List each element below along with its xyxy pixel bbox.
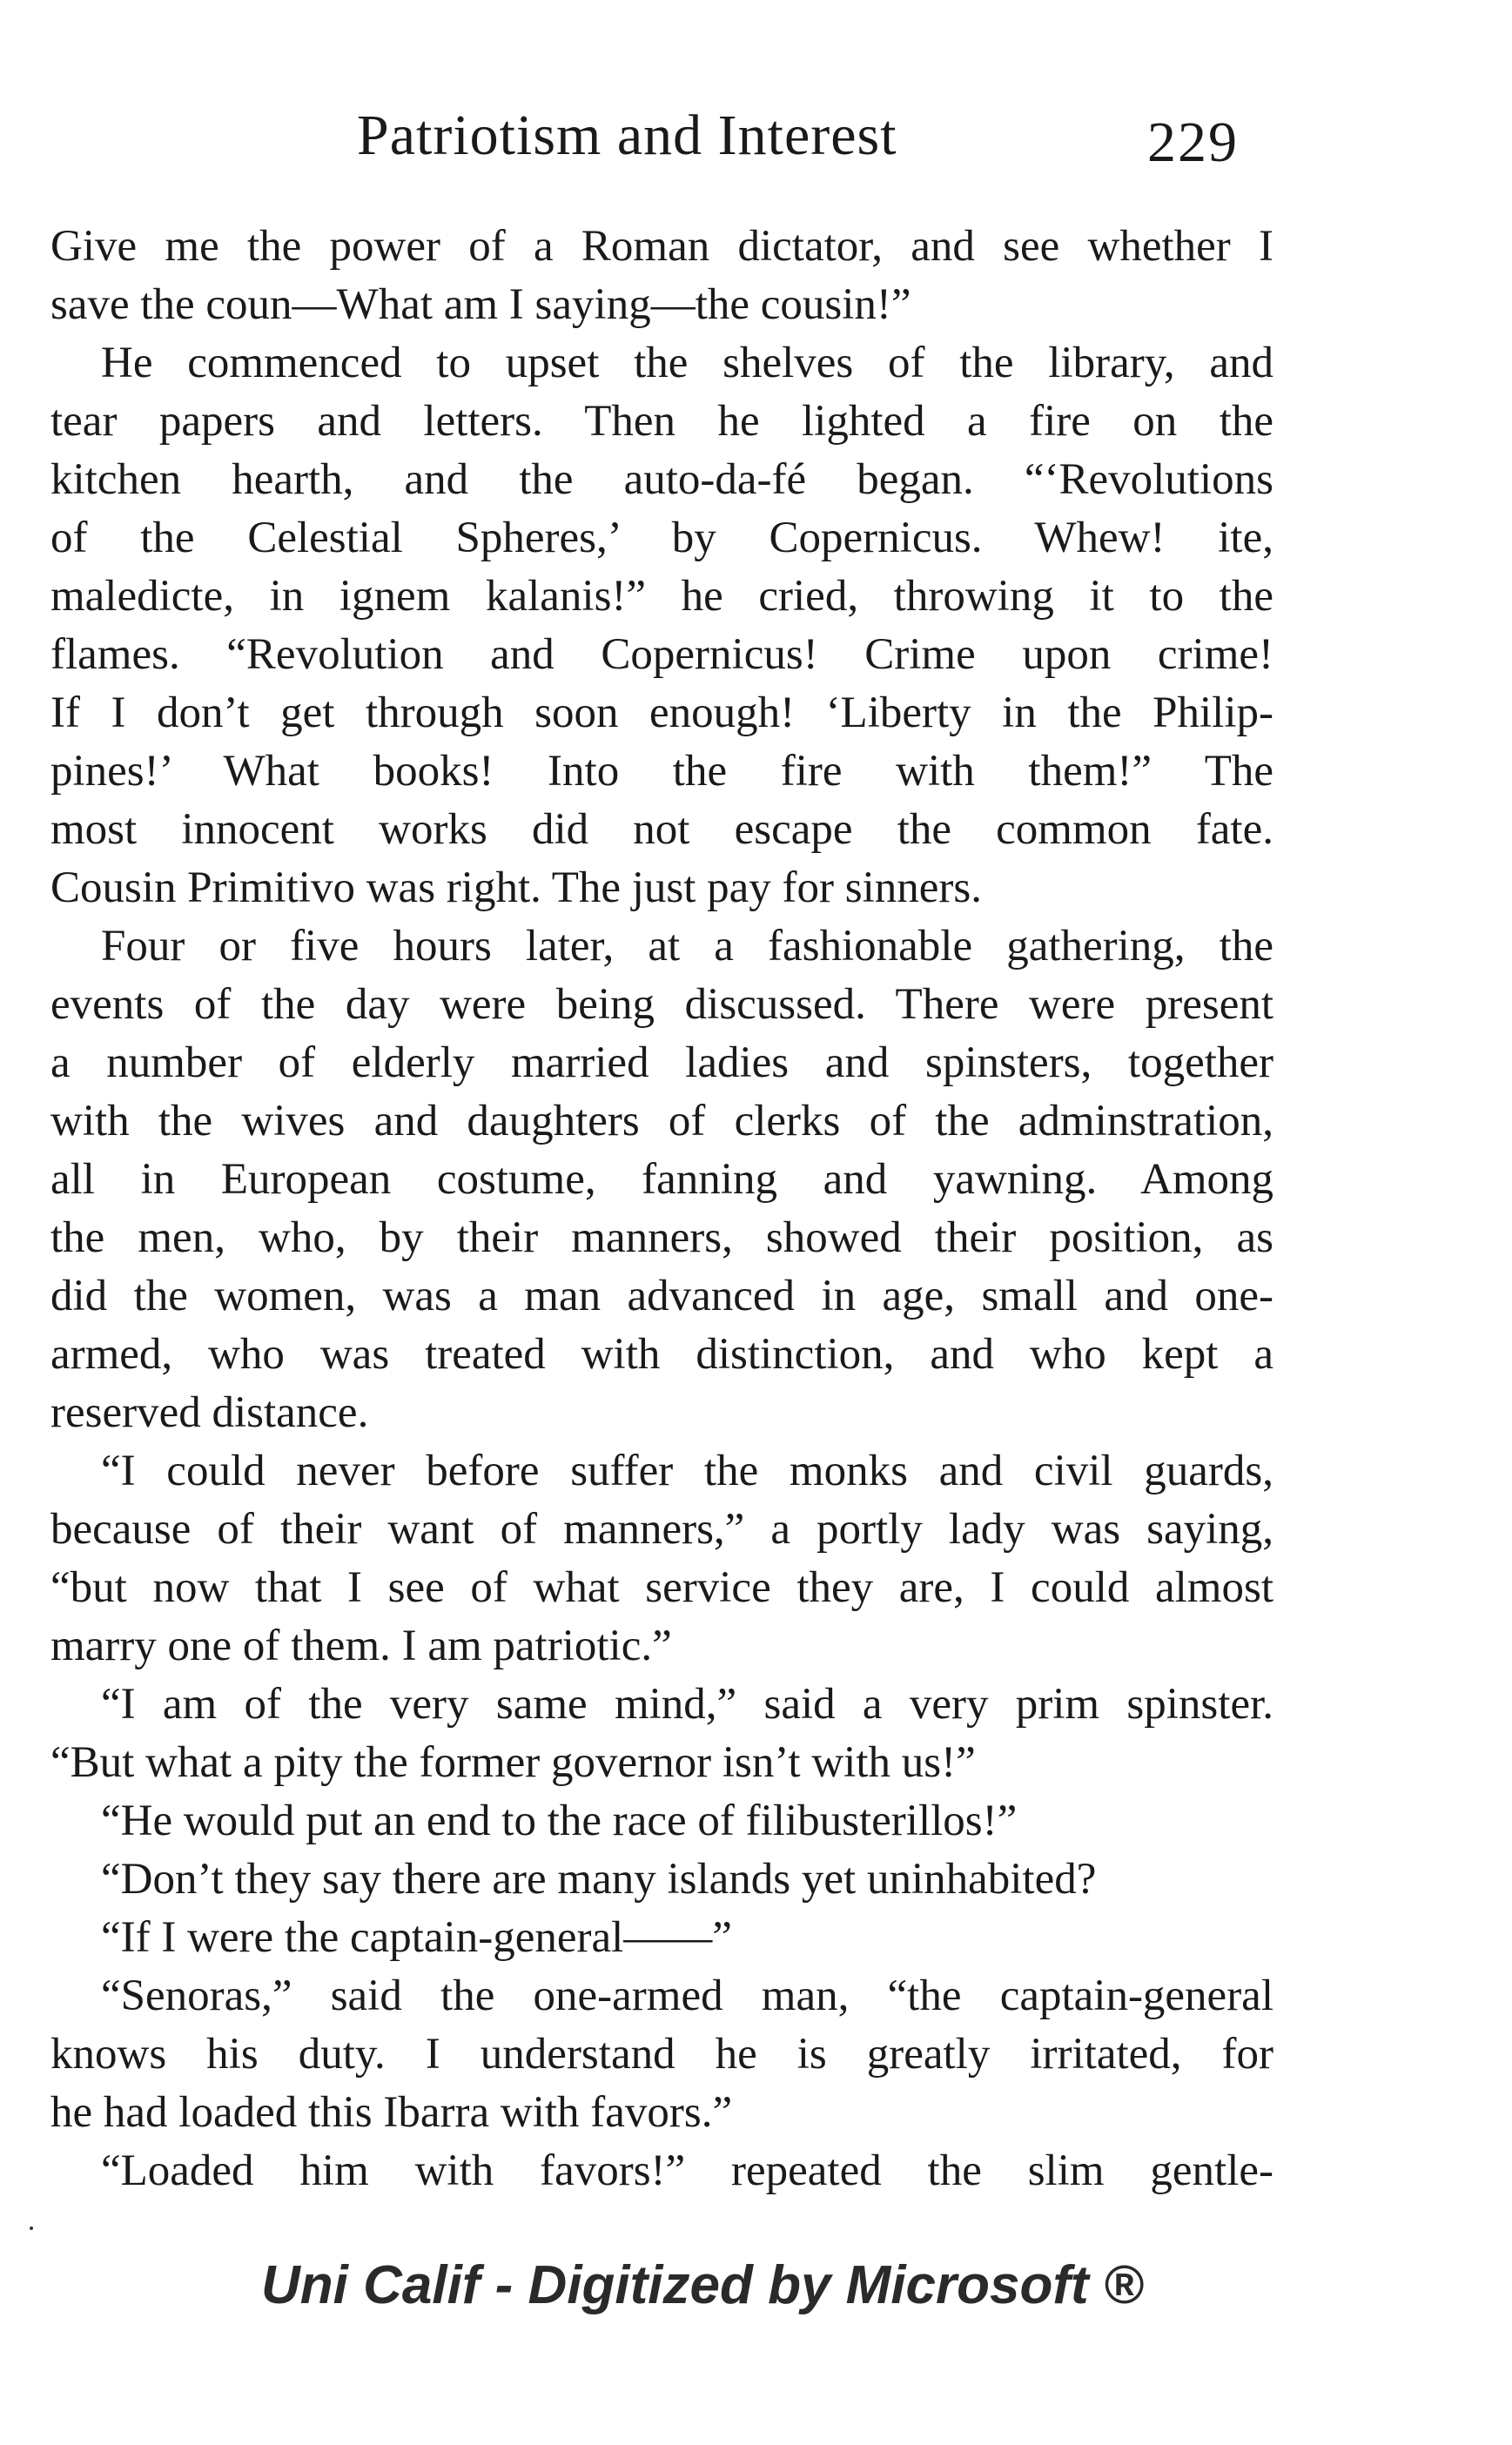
text-line: tear papers and letters. Then he lighted a fire on the (50, 397, 1273, 446)
text-line: flames. “Revolution and Copernicus! Crime upon crime! (50, 630, 1273, 679)
page-header (0, 103, 1512, 181)
text-line: Four or five hours later, at a fashionable gathering, the (101, 922, 1273, 971)
text-line: armed, who was treated with distinction, and who kept a (50, 1330, 1273, 1379)
text-line: with the wives and daughters of clerks of the adminstration, (50, 1097, 1273, 1145)
text-line: “I could never before suffer the monks and civil guards, (101, 1447, 1273, 1495)
body-text (50, 218, 1273, 2200)
text-line: all in European costume, fanning and yawning. Among (50, 1155, 1273, 1204)
text-line: Cousin Primitivo was right. The just pay for sinners. (50, 863, 983, 912)
text-line: maledicte, in ignem kalanis!” he cried, throwing it to the (50, 572, 1273, 621)
text-line: “But what a pity the former governor isn’t with us!” (50, 1738, 976, 1787)
text-line: a number of elderly married ladies and spinsters, together (50, 1038, 1273, 1087)
text-line: “I am of the very same mind,” said a very prim spinster. (101, 1680, 1273, 1729)
text-line: reserved distance. (50, 1388, 369, 1437)
text-line: of the Celestial Spheres,’ by Copernicus. Whew! ite, (50, 514, 1273, 562)
text-line: He commenced to upset the shelves of the library, and (101, 339, 1273, 387)
text-line: most innocent works did not escape the common fate. (50, 805, 1273, 854)
text-line: he had loaded this Ibarra with favors.” (50, 2088, 733, 2137)
text-line: the men, who, by their manners, showed their position, as (50, 1213, 1273, 1262)
text-line: “Senoras,” said the one-armed man, “the captain-general (101, 1971, 1273, 2020)
text-line: knows his duty. I understand he is greatly irritated, for (50, 2030, 1273, 2079)
text-line: because of their want of manners,” a portly lady was saying, (50, 1505, 1273, 1554)
text-line: save the coun—What am I saying—the cousin!” (50, 280, 911, 329)
digitization-watermark: Uni Calif - Digitized by Microsoft ® (261, 2255, 1144, 2315)
text-line: marry one of them. I am patriotic.” (50, 1622, 672, 1670)
scan-speck (30, 2227, 33, 2230)
running-title: Patriotism and Interest (357, 104, 897, 167)
text-line: Give me the power of a Roman dictator, and see whether I (50, 222, 1273, 271)
text-line: “If I were the captain-general——” (101, 1913, 732, 1962)
text-line: events of the day were being discussed. There were present (50, 980, 1273, 1029)
text-line: pines!’ What books! Into the fire with them!” The (50, 747, 1273, 796)
text-line: “but now that I see of what service they are, I could almost (50, 1563, 1273, 1612)
text-line: “He would put an end to the race of filibusterillos!” (101, 1797, 1018, 1845)
text-line: If I don’t get through soon enough! ‘Liberty in the Philip- (50, 688, 1273, 737)
text-line: kitchen hearth, and the auto-da-fé began. “‘Revolutions (50, 455, 1273, 504)
text-line: did the women, was a man advanced in age, small and one- (50, 1272, 1273, 1320)
text-line: “Loaded him with favors!” repeated the slim gentle- (101, 2146, 1273, 2195)
text-line: “Don’t they say there are many islands yet uninhabited? (101, 1855, 1097, 1904)
page-number: 229 (1147, 111, 1239, 174)
